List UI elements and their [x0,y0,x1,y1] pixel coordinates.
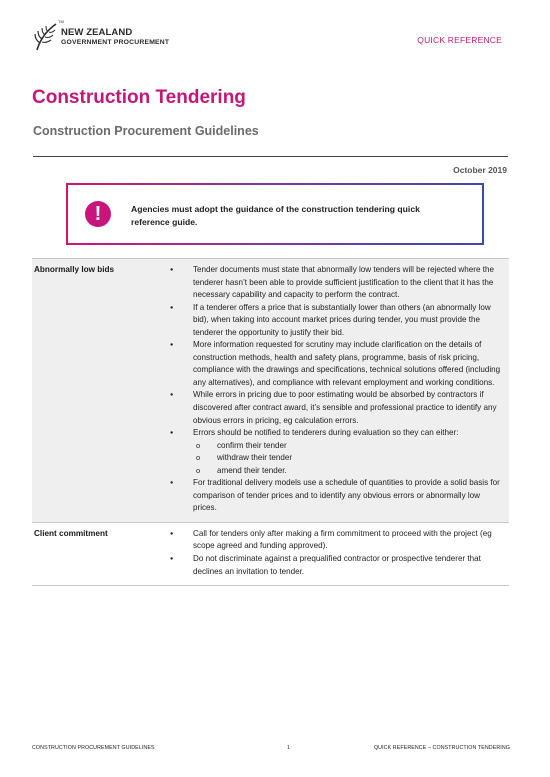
fern-icon [34,22,58,52]
bullet-list [167,264,503,515]
table-row-abnormally-low-bids [32,259,509,523]
row-content [167,523,509,585]
publication-date: October 2019 [453,165,507,175]
callout-text: Agencies must adopt the guidance of the construction tendering quick reference guide. [131,204,420,227]
row-label: Abnormally low bids [34,265,115,274]
mandatory-callout [66,183,484,245]
list-item: ● While errors in pricing due to poor estimating would be absorbed by contractors if discovered after contract award, it’s sensible and professional practice to identify any obvious errors in pricing, eg calculation errors. [167,389,503,427]
trademark-mark: TM [58,19,64,24]
exclamation-icon: ! [85,201,111,227]
list-item: ● If a tenderer offers a price that is substantially lower than others (an abnormally low bid), when taking into account market prices during tender, you must provide the tenderer the opportunity to justify their bid. [167,302,503,340]
list-item: ● For traditional delivery models use a schedule of quantities to provide a solid basis for comparison of tender prices and to identify any obvious errors or abnormally low prices. [167,477,503,515]
list-item: ● Tender documents must state that abnormally low tenders will be rejected where the tenderer hasn’t been able to provide sufficient justification to the client that it has the necessary capability and capacity to perform the contract. [167,264,503,302]
page-number: 1 [287,745,291,751]
page-title: Construction Tendering [32,87,246,108]
list-item: ● Call for tenders only after making a firm commitment to proceed with the project (eg scope agreed and funding approved). [167,528,503,553]
sub-list-item: o amend their tender. [193,465,503,478]
list-item-text: Errors should be notified to tenderers during evaluation so they can either: [193,428,459,438]
document-type-label: QUICK REFERENCE [417,35,502,45]
footer-left: CONSTRUCTION PROCUREMENT GUIDELINES [32,745,155,751]
guidance-table [32,258,509,586]
logo-line1: NEW ZEALAND [61,27,133,38]
list-item: ● Do not discriminate against a prequalified contractor or prospective tenderer that declines an invitation to tender. [167,553,503,578]
page-subtitle: Construction Procurement Guidelines [33,124,259,138]
footer-right: QUICK REFERENCE – CONSTRUCTION TENDERING [373,745,510,751]
sub-list-item: o confirm their tender [193,440,503,453]
list-item: ● More information requested for scrutiny may include clarification on the details of construction methods, health and safety plans, programme, basis of risk pricing, compliance with the drawings and specifications, technical solutions offered (including any alternatives), and compliance with relevant employment and working conditions. [167,339,503,389]
logo-line2: GOVERNMENT PROCUREMENT [61,38,170,46]
sub-bullet-list [193,440,503,478]
bullet-list [167,528,503,578]
row-label: Client commitment [34,528,108,538]
sub-list-item: o withdraw their tender [193,452,503,465]
list-item-with-sublist [167,427,503,477]
title-divider [33,156,508,157]
row-content [167,259,509,522]
table-row-client-commitment [32,523,509,586]
nz-government-procurement-logo [34,22,169,52]
